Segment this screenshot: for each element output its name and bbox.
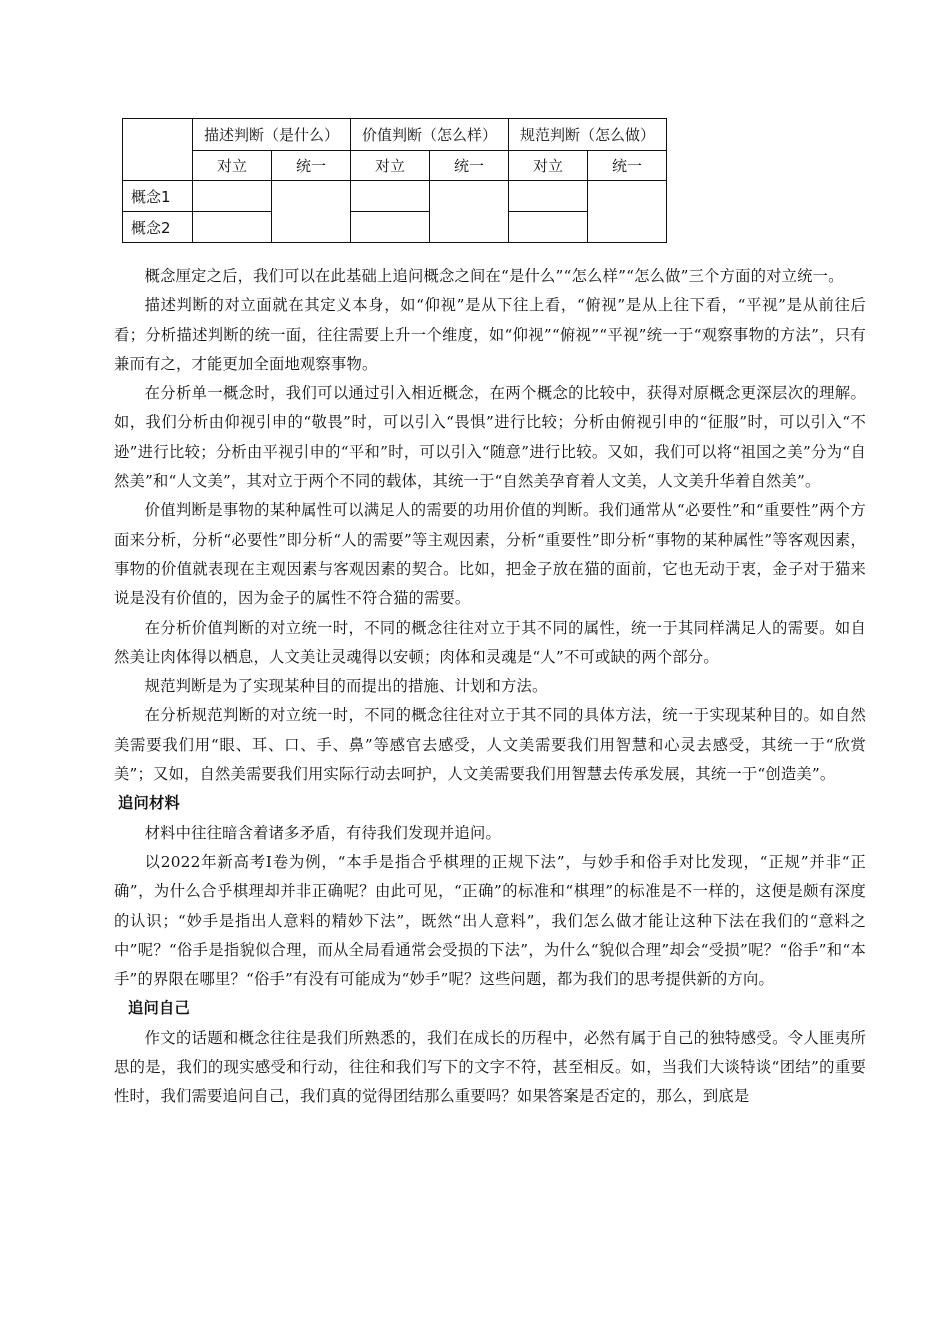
table-cell: [509, 212, 588, 243]
table-corner-cell: [123, 119, 193, 181]
table-cell: [272, 181, 351, 243]
table-header-normative: 规范判断（怎么做）: [509, 119, 667, 151]
judgment-table: [122, 118, 667, 243]
table-cell: [351, 181, 430, 212]
paragraph: 价值判断是事物的某种属性可以满足人的需要的功用价值的判断。我们通常从“必要性”和“重要性”两个方面来分析，分析“必要性”即分析“人的需要”等主观因素，分析“重要性”即分析“事物的某种属性”等客观因素，事物的价值就表现在主观因素与客观因素的契合。比如，把金子放在猫的面前，它也无动于衷，金子对于猫来说是没有价值的，因为金子的属性不符合猫的需要。: [114, 501, 866, 608]
table-subheader: 统一: [430, 151, 509, 181]
table-cell: [509, 181, 588, 212]
table-cell: [588, 181, 667, 243]
table-cell: [430, 181, 509, 243]
paragraph: 作文的话题和概念往往是我们所熟悉的，我们在成长的历程中，必然有属于自己的独特感受。令人匪夷所思的是，我们的现实感受和行动，往往和我们写下的文字不符，甚至相反。如，当我们大谈特谈“团结”的重要性时，我们需要追问自己，我们真的觉得团结那么重要吗？如果答案是否定的，那么，到底是: [114, 1028, 866, 1106]
table-cell: [193, 212, 272, 243]
paragraph: 概念厘定之后，我们可以在此基础上追问概念之间在“是什么”“怎么样”“怎么做”三个方面的对立统一。: [144, 267, 844, 285]
table-subheader: 对立: [509, 151, 588, 181]
paragraph: 以2022年新高考I卷为例，“本手是指合乎棋理的正规下法”，与妙手和俗手对比发现，“正规”并非“正确”，为什么合乎棋理却并非正确呢？由此可见，“正确”的标准和“棋理”的标准是不一样的，这便是颇有深度的认识；“妙手是指出人意料的精妙下法”，既然“出人意料”，我们怎么做才能让这种下法在我们的“意料之中”呢？“俗手是指貌似合理，而从全局看通常会受损的下法”，为什么“貌似合理”却会“受损”呢？“俗手”和“本手”的界限在哪里？“俗手”有没有可能成为“妙手”呢？这些问题，都为我们的思考提供新的方向。: [114, 852, 866, 989]
paragraph: 材料中往往暗含着诸多矛盾，有待我们发现并追问。: [144, 823, 502, 842]
table-row-label: 概念2: [123, 212, 193, 243]
table-header-descriptive: 描述判断（是什么）: [193, 119, 351, 151]
table-header-value: 价值判断（怎么样）: [351, 119, 509, 151]
table-cell: [193, 181, 272, 212]
section-heading-material: 追问材料: [118, 794, 180, 813]
table-cell: [351, 212, 430, 243]
article-body: [114, 262, 866, 1112]
table-row-label: 概念1: [123, 181, 193, 212]
paragraph: 在分析规范判断的对立统一时，不同的概念往往对立于其不同的具体方法，统一于实现某种目的。如自然美需要我们用“眼、耳、口、手、鼻”等感官去感受，人文美需要我们用智慧和心灵去感受，其统一于“欣赏美”；又如，自然美需要我们用实际行动去呵护，人文美需要我们用智慧去传承发展，其统一于“创造美”。: [114, 706, 866, 784]
table-subheader: 对立: [193, 151, 272, 181]
section-heading-self: 追问自己: [128, 999, 190, 1018]
paragraph: 在分析单一概念时，我们可以通过引入相近概念，在两个概念的比较中，获得对原概念更深层次的理解。如，我们分析由仰视引申的“敬畏”时，可以引入“畏惧”进行比较；分析由俯视引申的“征服”时，可以引入“不逊”进行比较；分析由平视引申的“平和”时，可以引入“随意”进行比较。又如，我们可以将“祖国之美”分为“自然美”和“人文美”，其对立于两个不同的载体，其统一于“自然美孕育着人文美，人文美升华着自然美”。: [114, 384, 866, 491]
paragraph: 描述判断的对立面就在其定义本身，如“仰视”是从下往上看，“俯视”是从上往下看，“平视”是从前往后看；分析描述判断的统一面，往往需要上升一个维度，如“仰视”“俯视”“平视”统一于“观察事物的方法”，只有兼而有之，才能更加全面地观察事物。: [114, 296, 866, 373]
table-subheader: 统一: [588, 151, 667, 181]
table-subheader: 对立: [351, 151, 430, 181]
table-subheader: 统一: [272, 151, 351, 181]
paragraph: 规范判断是为了实现某种目的而提出的措施、计划和方法。: [144, 677, 548, 696]
paragraph: 在分析价值判断的对立统一时，不同的概念往往对立于其不同的属性，统一于其同样满足人的需要。如自然美让肉体得以栖息，人文美让灵魂得以安顿；肉体和灵魂是“人”不可或缺的两个部分。: [114, 618, 866, 666]
